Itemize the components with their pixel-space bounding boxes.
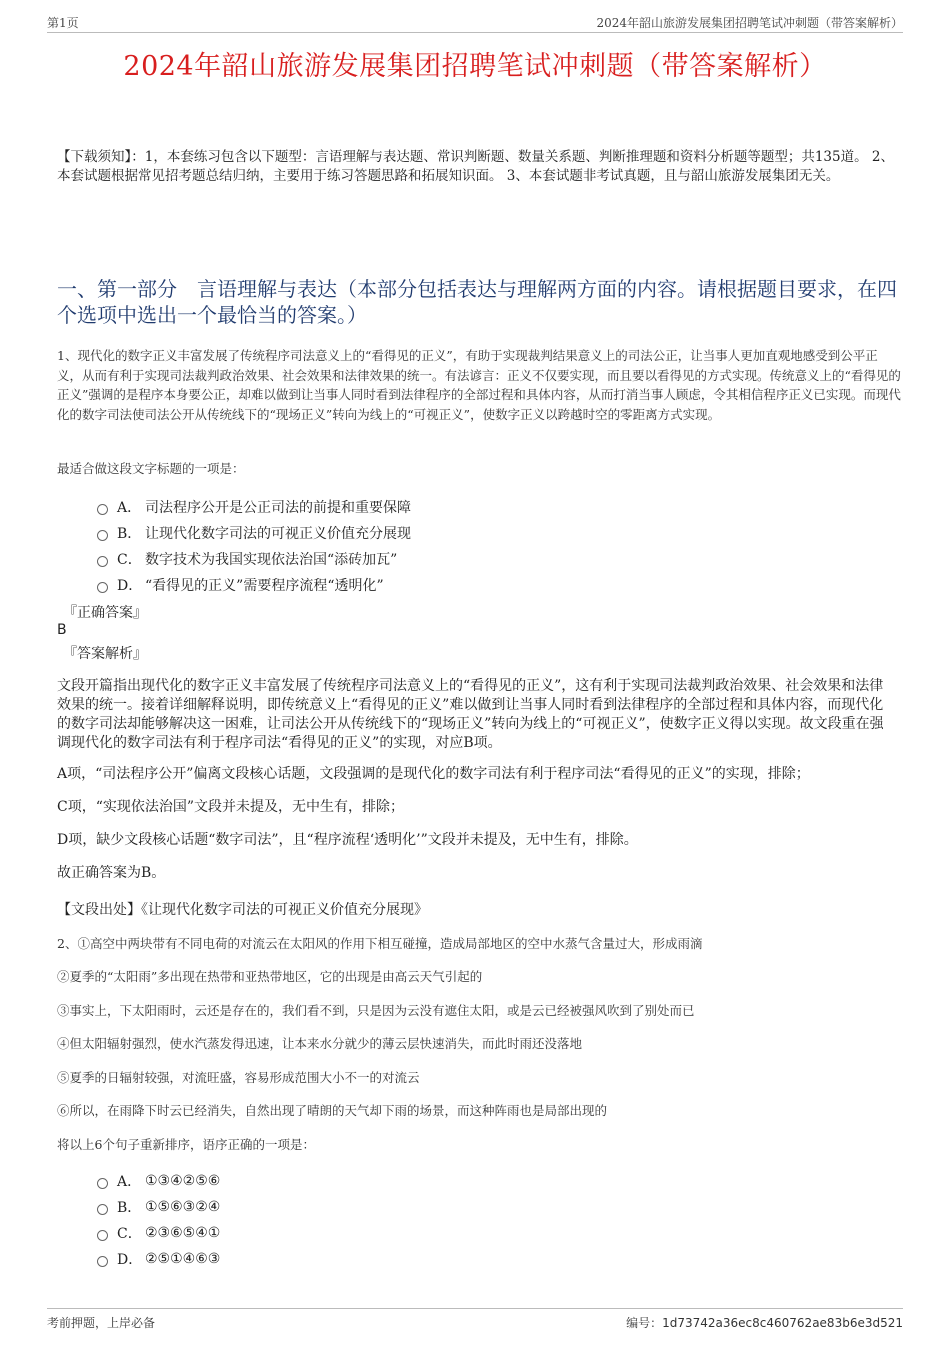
q2-option-d[interactable]: D． ②⑤①④⑥③ <box>97 1249 220 1269</box>
radio-icon[interactable] <box>97 504 108 515</box>
q1-option-a[interactable]: A． 司法程序公开是公正司法的前提和重要保障 <box>97 497 411 517</box>
q1-option-d[interactable]: D． “看得见的正义”需要程序流程“透明化” <box>97 575 384 595</box>
question-2-line: ⑤夏季的日辐射较强，对流旺盛，容易形成范围大小不一的对流云 <box>57 1070 420 1085</box>
question-1-prompt: 最适合做这段文字标题的一项是： <box>57 461 245 476</box>
q2-option-a[interactable]: A． ①③④②⑤⑥ <box>97 1171 220 1191</box>
footer-code-label: 编号： <box>626 1316 663 1330</box>
download-notice: 【下载须知】：1，本套练习包含以下题型：言语理解与表达题、常识判断题、数量关系题、判断推理题和资料分析题等题型；共135道。 2、本套试题根据常见招考题总结归纳，主要用于练习答题思路和拓展知识面。 3、本套试题非考试真题，且与韶山旅游发展集团无关。 <box>57 149 894 184</box>
question-2-line: ②夏季的“太阳雨”多出现在热带和亚热带地区，它的出现是由高云天气引起的 <box>57 969 483 984</box>
radio-icon[interactable] <box>97 582 108 593</box>
correct-answer: B <box>57 622 67 638</box>
radio-icon[interactable] <box>97 1204 108 1215</box>
correct-answer-label: 『正确答案』 <box>63 605 147 621</box>
page-title: 2024年韶山旅游发展集团招聘笔试冲刺题（带答案解析） <box>123 51 827 82</box>
page-header <box>47 14 903 33</box>
footer-code-value: 1d73742a36ec8c460762ae83b6e3d521 <box>662 1316 903 1330</box>
q1-option-c[interactable]: C． 数字技术为我国实现依法治国“添砖加瓦” <box>97 549 397 569</box>
question-2-prompt: 将以上6个句子重新排序，语序正确的一项是： <box>57 1137 315 1152</box>
footer-slogan: 考前押题，上岸必备 <box>47 1316 156 1330</box>
question-2-line: ③事实上，下太阳雨时，云还是存在的，我们看不到，只是因为云没有遮住太阳，或是云已经被强风吹到了别处而已 <box>57 1003 695 1018</box>
radio-icon[interactable] <box>97 556 108 567</box>
passage-source: 【文段出处】《让现代化数字司法的可视正义价值充分展现》 <box>57 902 428 918</box>
analysis-paragraph: 故正确答案为B。 <box>57 865 166 881</box>
page-number: 第1页 <box>47 16 79 30</box>
analysis-label: 『答案解析』 <box>63 646 147 662</box>
analysis-paragraph: A项，“司法程序公开”偏离文段核心话题，文段强调的是现代化的数字司法有利于程序司法“看得见的正义”的实现，排除； <box>57 766 810 782</box>
header-doc-title: 2024年韶山旅游发展集团招聘笔试冲刺题（带答案解析） <box>596 16 903 30</box>
analysis-paragraph: C项，“实现依法治国”文段并未提及，无中生有，排除； <box>57 799 405 815</box>
footer-code <box>626 1314 903 1331</box>
section-heading: 一、第一部分 言语理解与表达（本部分包括表达与理解两方面的内容。请根据题目要求，在四个选项中选出一个最恰当的答案。） <box>57 277 897 327</box>
radio-icon[interactable] <box>97 1256 108 1267</box>
q2-option-b[interactable]: B． ①⑤⑥③②④ <box>97 1197 220 1217</box>
radio-icon[interactable] <box>97 530 108 541</box>
page-footer <box>47 1308 903 1331</box>
question-2-line: 2、①高空中两块带有不同电荷的对流云在太阳风的作用下相互碰撞，造成局部地区的空中水蒸气含量过大，形成雨滴 <box>57 936 703 951</box>
question-2-line: ④但太阳辐射强烈，使水汽蒸发得迅速，让本来水分就少的薄云层快速消失，而此时雨还没落地 <box>57 1036 583 1051</box>
radio-icon[interactable] <box>97 1178 108 1189</box>
analysis-paragraph: D项，缺少文段核心话题“数字司法”，且“程序流程‘透明化’”文段并未提及，无中生有，排除。 <box>57 832 638 848</box>
analysis-paragraph: 文段开篇指出现代化的数字正义丰富发展了传统程序司法意义上的“看得见的正义”，这有利于实现司法裁判政治效果、社会效果和法律效果的统一。接着详细解释说明，即传统意义上“看得见的正义”难以做到让当事人同时看到法律程序的全部过程和具体内容，而现代化的数字司法却能够解决这一困难，让司法公开从传统线下的“现场正义”转向为线上的“可视正义”，使数字正义得以实现。故文段重在强调现代化的数字司法有利于程序司法“看得见的正义”的实现，对应B项。 <box>57 678 884 751</box>
q2-option-c[interactable]: C． ②③⑥⑤④① <box>97 1223 220 1243</box>
question-2-line: ⑥所以，在雨降下时云已经消失，自然出现了晴朗的天气却下雨的场景，而这种阵雨也是局部出现的 <box>57 1103 608 1118</box>
question-1-text: 1、现代化的数字正义丰富发展了传统程序司法意义上的“看得见的正义”，有助于实现裁判结果意义上的司法公正，让当事人更加直观地感受到公平正义，从而有利于实现司法裁判政治效果、社会效果和法律效果的统一。有法谚言：正义不仅要实现，而且要以看得见的方式实现。传统意义上的“看得见的正义”强调的是程序本身要公正，却难以做到让当事人同时看到法律程序的全部过程和具体内容，从而打消当事人顾虑，令其相信程序正义已实现。而现代化的数字司法使司法公开从传统线下的“现场正义”转向为线上的“可视正义”，使数字正义以跨越时空的零距离方式实现。 <box>57 348 901 422</box>
q1-option-b[interactable]: B． 让现代化数字司法的可视正义价值充分展现 <box>97 523 411 543</box>
radio-icon[interactable] <box>97 1230 108 1241</box>
